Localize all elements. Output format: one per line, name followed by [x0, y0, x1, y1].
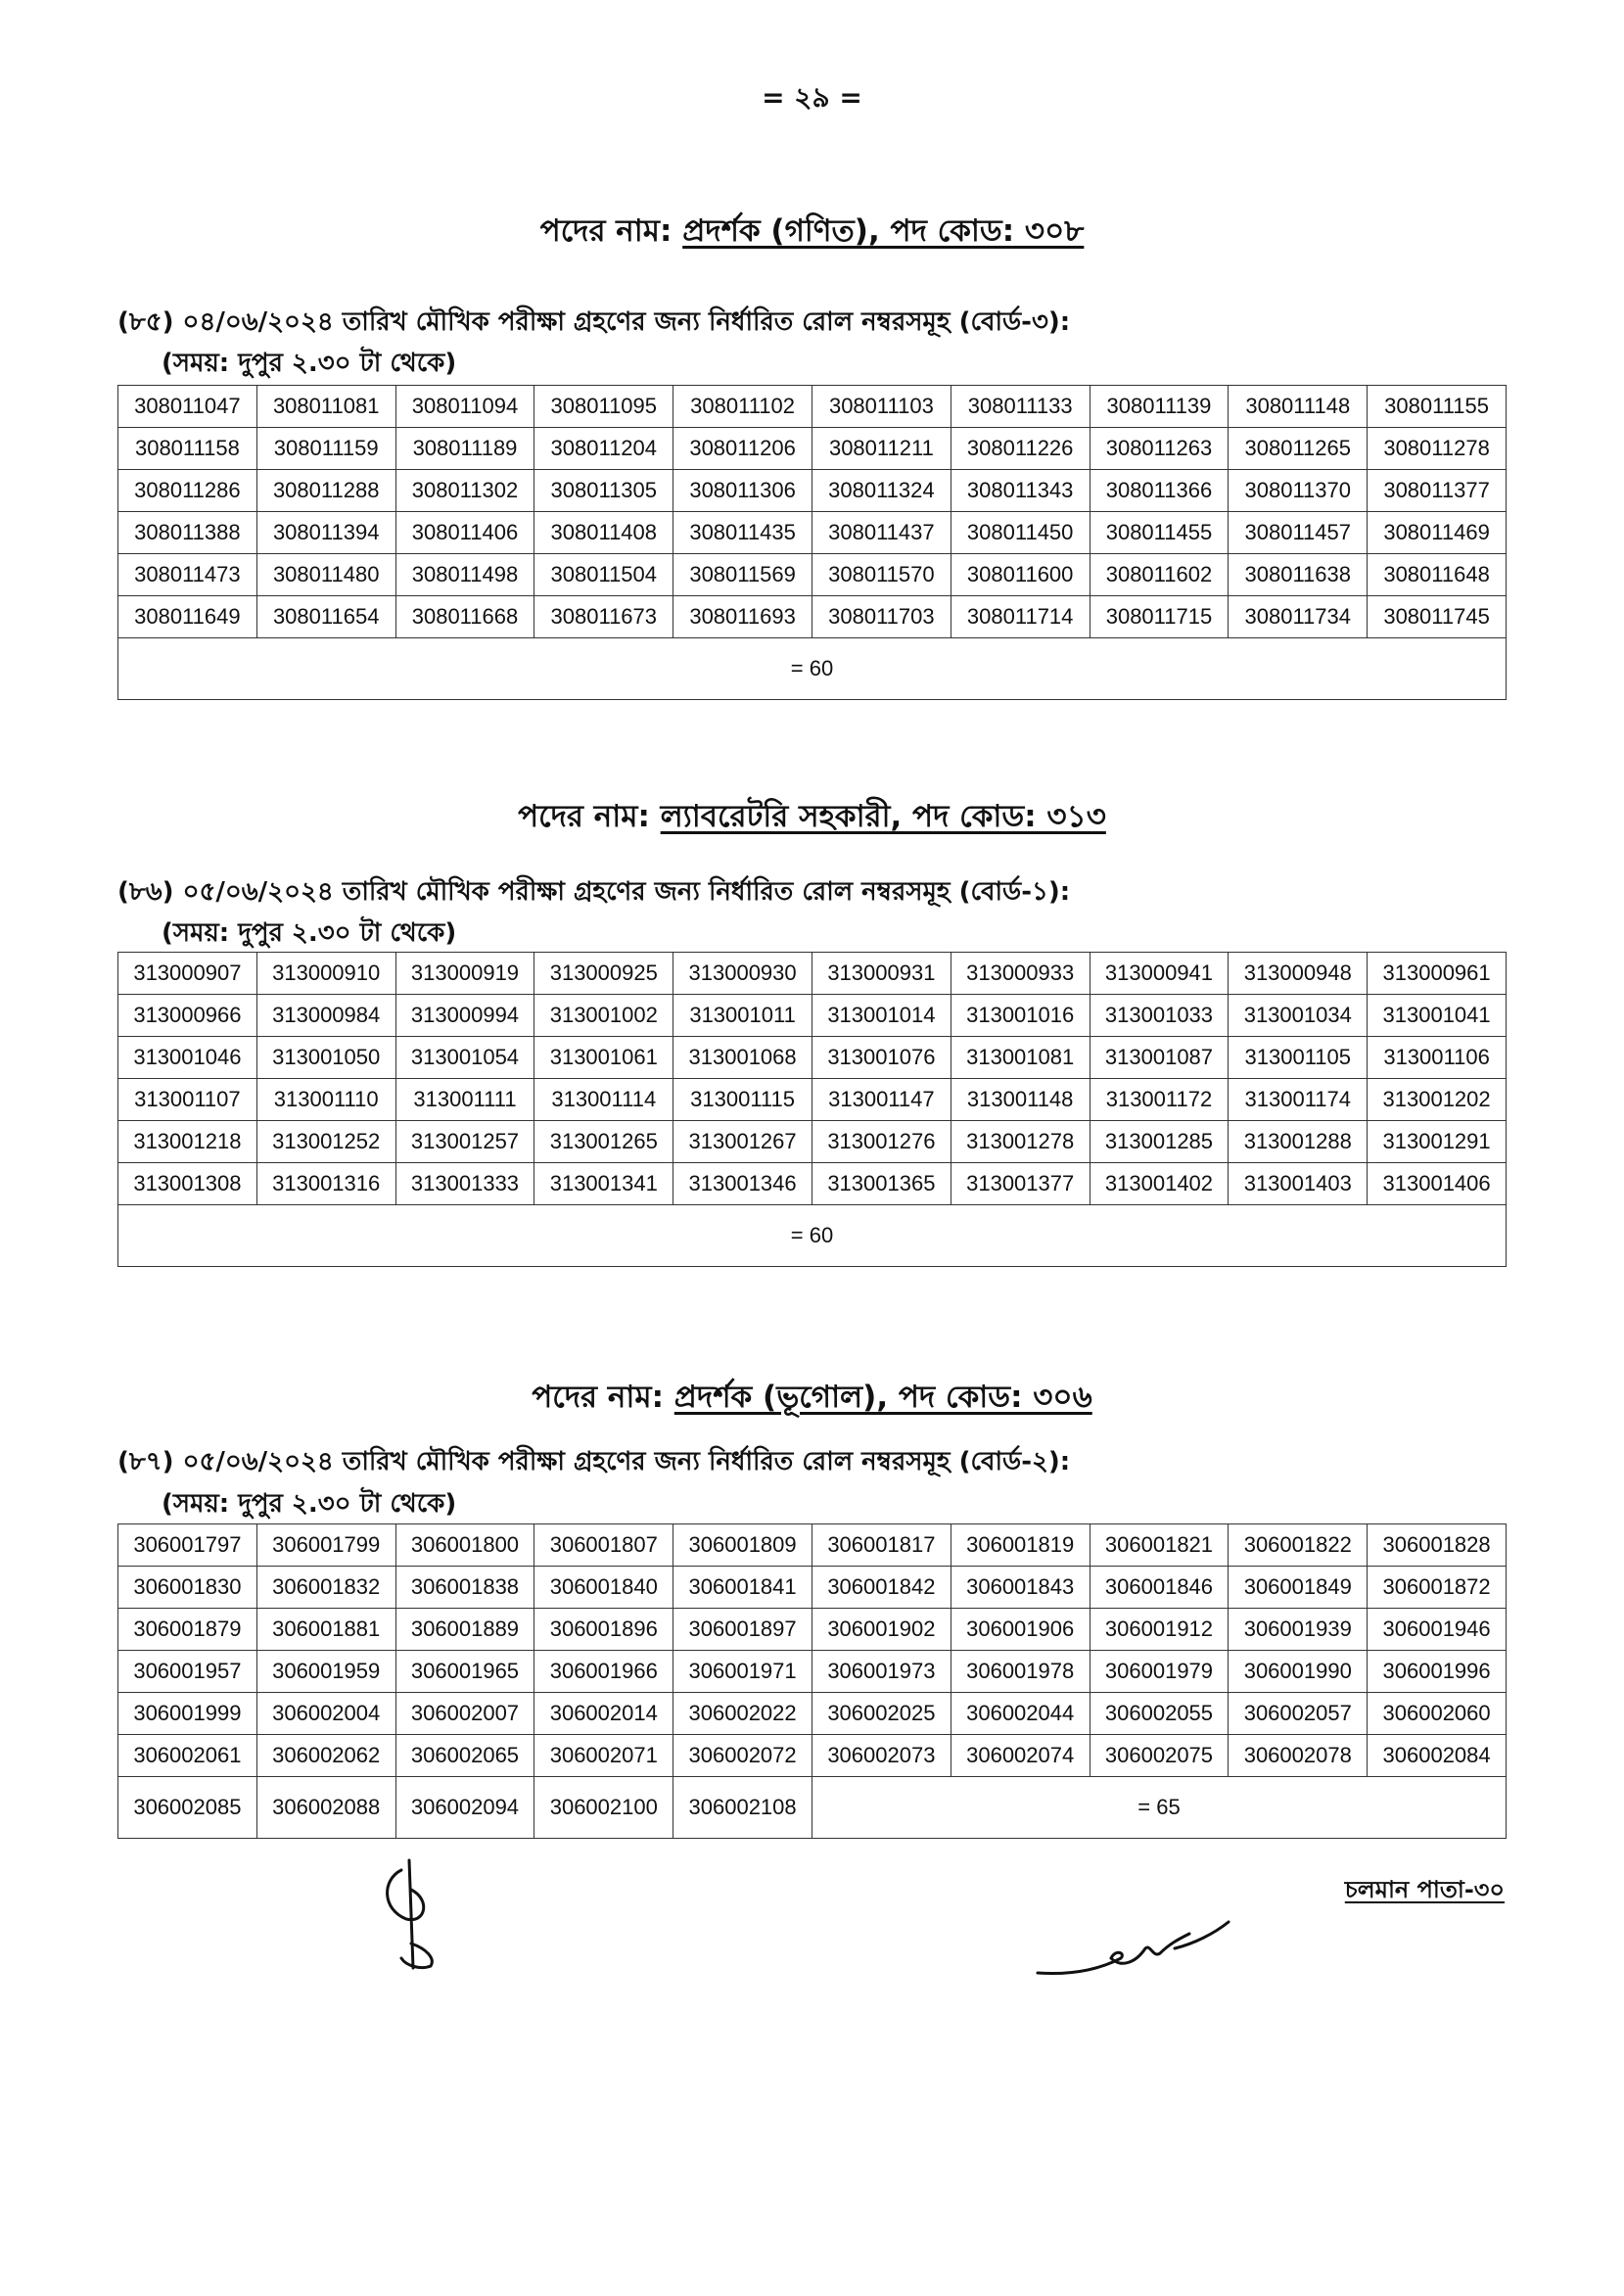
roll-number-cell: 313001377 [951, 1163, 1090, 1205]
roll-number-cell: 313000984 [256, 995, 395, 1037]
post-title-3 [0, 1374, 1624, 1425]
roll-number-cell: 313001346 [673, 1163, 812, 1205]
roll-number-cell: 308011734 [1229, 596, 1368, 638]
roll-number-cell: 306002061 [118, 1735, 257, 1777]
roll-number-cell: 313001061 [534, 1037, 673, 1079]
roll-number-cell: 308011102 [673, 386, 812, 428]
roll-number-cell: 306002062 [256, 1735, 395, 1777]
roll-number-cell: 306001957 [118, 1651, 257, 1693]
roll-number-cell: 308011095 [534, 386, 673, 428]
post-title-2 [0, 793, 1624, 844]
roll-number-cell: 306002057 [1229, 1693, 1368, 1735]
roll-number-cell: 313000994 [395, 995, 534, 1037]
roll-number-cell: 306001971 [673, 1651, 812, 1693]
timing-3: (সময়: দুপুর ২.৩০ টা থেকে) [162, 1489, 457, 1519]
roll-number-cell: 308011263 [1090, 428, 1229, 470]
roll-number-cell: 306001832 [256, 1567, 395, 1609]
roll-number-cell: 306001965 [395, 1651, 534, 1693]
roll-number-cell: 306001896 [534, 1609, 673, 1651]
roll-number-cell: 308011648 [1368, 554, 1507, 596]
roll-number-cell: 313001011 [673, 995, 812, 1037]
roll-number-cell: 313001402 [1090, 1163, 1229, 1205]
roll-number-cell: 308011473 [118, 554, 257, 596]
roll-number-cell: 306001946 [1368, 1609, 1507, 1651]
roll-number-cell: 308011703 [812, 596, 951, 638]
notice-3: (৮৭) ০৫/০৬/২০২৪ তারিখ মৌখিক পরীক্ষা গ্রহণের জন্য নির্ধারিত রোল নম্বরসমূহ (বোর্ড-২): [117, 1447, 1071, 1476]
roll-table-1 [117, 385, 1507, 700]
roll-number-cell: 313001016 [951, 995, 1090, 1037]
roll-number-cell: 313001172 [1090, 1079, 1229, 1121]
roll-number-cell: 313001341 [534, 1163, 673, 1205]
roll-number-cell: 313001034 [1229, 995, 1368, 1037]
table-row [118, 995, 1507, 1037]
table-row [118, 428, 1507, 470]
roll-number-cell: 306002074 [951, 1735, 1090, 1777]
roll-number-cell: 313001276 [812, 1121, 951, 1163]
roll-number-cell: 313001406 [1368, 1163, 1507, 1205]
roll-number-cell: 308011673 [534, 596, 673, 638]
roll-number-cell: 306001999 [118, 1693, 257, 1735]
roll-number-cell: 306001978 [951, 1651, 1090, 1693]
roll-number-cell: 313001054 [395, 1037, 534, 1079]
roll-number-cell: 308011714 [951, 596, 1090, 638]
roll-number-cell: 313001308 [118, 1163, 257, 1205]
roll-number-cell: 306001849 [1229, 1567, 1368, 1609]
timing-2: (সময়: দুপুর ২.৩০ টা থেকে) [162, 918, 457, 948]
roll-number-cell: 306002094 [395, 1777, 534, 1839]
roll-number-cell: 313001288 [1229, 1121, 1368, 1163]
roll-number-cell: 308011155 [1368, 386, 1507, 428]
roll-number-cell: 313001046 [118, 1037, 257, 1079]
roll-number-cell: 306002004 [256, 1693, 395, 1735]
roll-number-cell: 308011480 [256, 554, 395, 596]
roll-number-cell: 313001147 [812, 1079, 951, 1121]
roll-number-cell: 306002022 [673, 1693, 812, 1735]
table-row [118, 1609, 1507, 1651]
roll-number-cell: 313000910 [256, 953, 395, 995]
roll-number-cell: 313001148 [951, 1079, 1090, 1121]
roll-number-cell: 313001265 [534, 1121, 673, 1163]
post-label: পদের নাম: [532, 1380, 674, 1415]
roll-number-cell: 308011455 [1090, 512, 1229, 554]
roll-number-cell: 313001202 [1368, 1079, 1507, 1121]
roll-number-cell: 313001041 [1368, 995, 1507, 1037]
roll-number-cell: 306001897 [673, 1609, 812, 1651]
roll-number-cell: 308011370 [1229, 470, 1368, 512]
roll-number-cell: 308011159 [256, 428, 395, 470]
roll-number-cell: 306001959 [256, 1651, 395, 1693]
total-count: = 60 [118, 638, 1507, 700]
roll-number-cell: 308011498 [395, 554, 534, 596]
roll-number-cell: 308011715 [1090, 596, 1229, 638]
roll-number-cell: 308011408 [534, 512, 673, 554]
roll-number-cell: 306001843 [951, 1567, 1090, 1609]
roll-number-cell: 308011288 [256, 470, 395, 512]
roll-number-cell: 306002085 [118, 1777, 257, 1839]
roll-number-cell: 306001838 [395, 1567, 534, 1609]
roll-number-cell: 306002055 [1090, 1693, 1229, 1735]
table-row [118, 1651, 1507, 1693]
post-name: প্রদর্শক (গণিত), পদ কোড: ৩০৮ [682, 213, 1085, 249]
roll-number-cell: 306002071 [534, 1735, 673, 1777]
notice-2: (৮৬) ০৫/০৬/২০২৪ তারিখ মৌখিক পরীক্ষা গ্রহণের জন্য নির্ধারিত রোল নম্বরসমূহ (বোর্ড-১): [117, 877, 1071, 907]
post-name: প্রদর্শক (ভূগোল), পদ কোড: ৩০৬ [673, 1380, 1092, 1415]
roll-number-cell: 313001267 [673, 1121, 812, 1163]
roll-number-cell: 313000925 [534, 953, 673, 995]
table-row [118, 386, 1507, 428]
roll-number-cell: 306002025 [812, 1693, 951, 1735]
roll-number-cell: 308011457 [1229, 512, 1368, 554]
roll-number-cell: 306001973 [812, 1651, 951, 1693]
roll-number-cell: 308011305 [534, 470, 673, 512]
roll-number-cell: 308011649 [118, 596, 257, 638]
timing-1: (সময়: দুপুর ২.৩০ টা থেকে) [162, 349, 457, 378]
roll-number-cell: 306001828 [1368, 1524, 1507, 1567]
roll-number-cell: 308011286 [118, 470, 257, 512]
table-row [118, 512, 1507, 554]
total-count: = 65 [812, 1777, 1506, 1839]
roll-number-cell: 313001068 [673, 1037, 812, 1079]
table-row [118, 470, 1507, 512]
roll-number-cell: 308011306 [673, 470, 812, 512]
roll-number-cell: 313001333 [395, 1163, 534, 1205]
roll-number-cell: 308011437 [812, 512, 951, 554]
roll-number-cell: 306002075 [1090, 1735, 1229, 1777]
roll-number-cell: 306002072 [673, 1735, 812, 1777]
table-row [118, 1163, 1507, 1205]
roll-number-cell: 306001817 [812, 1524, 951, 1567]
roll-number-cell: 306001846 [1090, 1567, 1229, 1609]
roll-number-cell: 308011388 [118, 512, 257, 554]
roll-number-cell: 306001809 [673, 1524, 812, 1567]
roll-number-cell: 313000919 [395, 953, 534, 995]
table-row [118, 1524, 1507, 1567]
total-count: = 60 [118, 1205, 1507, 1267]
roll-number-cell: 306001879 [118, 1609, 257, 1651]
roll-number-cell: 308011226 [951, 428, 1090, 470]
roll-number-cell: 306001966 [534, 1651, 673, 1693]
roll-number-cell: 306002073 [812, 1735, 951, 1777]
roll-number-cell: 308011693 [673, 596, 812, 638]
roll-number-cell: 306001822 [1229, 1524, 1368, 1567]
page-number: = ২৯ = [762, 81, 862, 114]
post-name: ল্যাবরেটরি সহকারী, পদ কোড: ৩১৩ [660, 799, 1106, 834]
table-row [118, 1735, 1507, 1777]
roll-number-cell: 313001291 [1368, 1121, 1507, 1163]
roll-number-cell: 313000933 [951, 953, 1090, 995]
roll-number-cell: 308011435 [673, 512, 812, 554]
roll-number-cell: 306001979 [1090, 1651, 1229, 1693]
table-row [118, 1567, 1507, 1609]
roll-table-3 [117, 1523, 1507, 1839]
roll-number-cell: 308011302 [395, 470, 534, 512]
roll-number-cell: 306002007 [395, 1693, 534, 1735]
roll-number-cell: 306001889 [395, 1609, 534, 1651]
roll-number-cell: 306002078 [1229, 1735, 1368, 1777]
roll-number-cell: 306002084 [1368, 1735, 1507, 1777]
roll-number-cell: 308011602 [1090, 554, 1229, 596]
roll-number-cell: 306001990 [1229, 1651, 1368, 1693]
roll-number-cell: 308011504 [534, 554, 673, 596]
roll-number-cell: 313001087 [1090, 1037, 1229, 1079]
roll-number-cell: 313000931 [812, 953, 951, 995]
roll-number-cell: 313001114 [534, 1079, 673, 1121]
roll-number-cell: 313001115 [673, 1079, 812, 1121]
roll-number-cell: 308011139 [1090, 386, 1229, 428]
roll-number-cell: 308011047 [118, 386, 257, 428]
roll-number-cell: 306001881 [256, 1609, 395, 1651]
roll-number-cell: 308011189 [395, 428, 534, 470]
roll-number-cell: 313001174 [1229, 1079, 1368, 1121]
roll-number-cell: 306001842 [812, 1567, 951, 1609]
total-row [118, 1205, 1507, 1267]
roll-number-cell: 308011366 [1090, 470, 1229, 512]
roll-number-cell: 306001996 [1368, 1651, 1507, 1693]
roll-number-cell: 313001105 [1229, 1037, 1368, 1079]
table-row [118, 953, 1507, 995]
roll-number-cell: 313001081 [951, 1037, 1090, 1079]
roll-table-2 [117, 952, 1507, 1267]
roll-number-cell: 306001872 [1368, 1567, 1507, 1609]
roll-number-cell: 306002044 [951, 1693, 1090, 1735]
roll-number-cell: 313001257 [395, 1121, 534, 1163]
roll-number-cell: 313000966 [118, 995, 257, 1037]
roll-number-cell: 308011450 [951, 512, 1090, 554]
roll-number-cell: 306001841 [673, 1567, 812, 1609]
roll-number-cell: 306001807 [534, 1524, 673, 1567]
roll-number-cell: 308011343 [951, 470, 1090, 512]
continue-label: চলমান পাতা-৩০ [1344, 1876, 1505, 1903]
roll-number-cell: 308011094 [395, 386, 534, 428]
post-title-1 [0, 208, 1624, 258]
roll-number-cell: 308011158 [118, 428, 257, 470]
roll-number-cell: 308011204 [534, 428, 673, 470]
table-row [118, 1693, 1507, 1735]
table-row [118, 1079, 1507, 1121]
roll-number-cell: 308011469 [1368, 512, 1507, 554]
roll-number-cell: 308011377 [1368, 470, 1507, 512]
roll-number-cell: 313001014 [812, 995, 951, 1037]
total-row [118, 638, 1507, 700]
roll-number-cell: 308011394 [256, 512, 395, 554]
signature-right [1028, 1914, 1243, 1992]
roll-number-cell: 308011211 [812, 428, 951, 470]
notice-1: (৮৫) ০৪/০৬/২০২৪ তারিখ মৌখিক পরীক্ষা গ্রহণের জন্য নির্ধারিত রোল নম্বরসমূহ (বোর্ড-৩): [117, 307, 1071, 337]
roll-number-cell: 308011265 [1229, 428, 1368, 470]
roll-number-cell: 306001799 [256, 1524, 395, 1567]
roll-number-cell: 313001365 [812, 1163, 951, 1205]
roll-number-cell: 308011654 [256, 596, 395, 638]
roll-number-cell: 308011133 [951, 386, 1090, 428]
roll-number-cell: 313000930 [673, 953, 812, 995]
roll-number-cell: 313001218 [118, 1121, 257, 1163]
roll-number-cell: 313001403 [1229, 1163, 1368, 1205]
post-label: পদের নাম: [518, 799, 661, 834]
roll-number-cell: 313001278 [951, 1121, 1090, 1163]
table-row [118, 1037, 1507, 1079]
roll-number-cell: 313001050 [256, 1037, 395, 1079]
roll-number-cell: 306001797 [118, 1524, 257, 1567]
roll-number-cell: 313001110 [256, 1079, 395, 1121]
roll-number-cell: 308011638 [1229, 554, 1368, 596]
roll-number-cell: 306001902 [812, 1609, 951, 1651]
table-row [118, 596, 1507, 638]
roll-number-cell: 306001821 [1090, 1524, 1229, 1567]
roll-number-cell: 306001800 [395, 1524, 534, 1567]
post-label: পদের নাম: [539, 213, 683, 249]
roll-number-cell: 308011600 [951, 554, 1090, 596]
roll-number-cell: 306001912 [1090, 1609, 1229, 1651]
roll-number-cell: 313000941 [1090, 953, 1229, 995]
roll-number-cell: 308011103 [812, 386, 951, 428]
roll-number-cell: 308011278 [1368, 428, 1507, 470]
roll-number-cell: 313001076 [812, 1037, 951, 1079]
roll-number-cell: 306002060 [1368, 1693, 1507, 1735]
roll-number-cell: 308011745 [1368, 596, 1507, 638]
roll-number-cell: 308011206 [673, 428, 812, 470]
roll-number-cell: 308011081 [256, 386, 395, 428]
roll-number-cell: 313000961 [1368, 953, 1507, 995]
roll-number-cell: 313001033 [1090, 995, 1229, 1037]
roll-number-cell: 308011668 [395, 596, 534, 638]
roll-number-cell: 308011324 [812, 470, 951, 512]
roll-number-cell: 306001840 [534, 1567, 673, 1609]
roll-number-cell: 313001111 [395, 1079, 534, 1121]
roll-number-cell: 306002088 [256, 1777, 395, 1839]
roll-number-cell: 308011406 [395, 512, 534, 554]
signature-left [372, 1851, 460, 1978]
roll-number-cell: 306001819 [951, 1524, 1090, 1567]
roll-number-cell: 313001107 [118, 1079, 257, 1121]
roll-number-cell: 313001106 [1368, 1037, 1507, 1079]
roll-number-cell: 306001906 [951, 1609, 1090, 1651]
roll-number-cell: 313001316 [256, 1163, 395, 1205]
table-row [118, 1121, 1507, 1163]
roll-number-cell: 306001830 [118, 1567, 257, 1609]
roll-number-cell: 313000907 [118, 953, 257, 995]
roll-number-cell: 306002108 [673, 1777, 812, 1839]
roll-number-cell: 313001285 [1090, 1121, 1229, 1163]
roll-number-cell: 313001002 [534, 995, 673, 1037]
roll-number-cell: 306002065 [395, 1735, 534, 1777]
roll-number-cell: 308011570 [812, 554, 951, 596]
table-row [118, 554, 1507, 596]
roll-number-cell: 306001939 [1229, 1609, 1368, 1651]
roll-number-cell: 308011148 [1229, 386, 1368, 428]
roll-number-cell: 313001252 [256, 1121, 395, 1163]
roll-number-cell: 308011569 [673, 554, 812, 596]
roll-number-cell: 313000948 [1229, 953, 1368, 995]
roll-number-cell: 306002100 [534, 1777, 673, 1839]
roll-number-cell: 306002014 [534, 1693, 673, 1735]
total-row [118, 1777, 1507, 1839]
